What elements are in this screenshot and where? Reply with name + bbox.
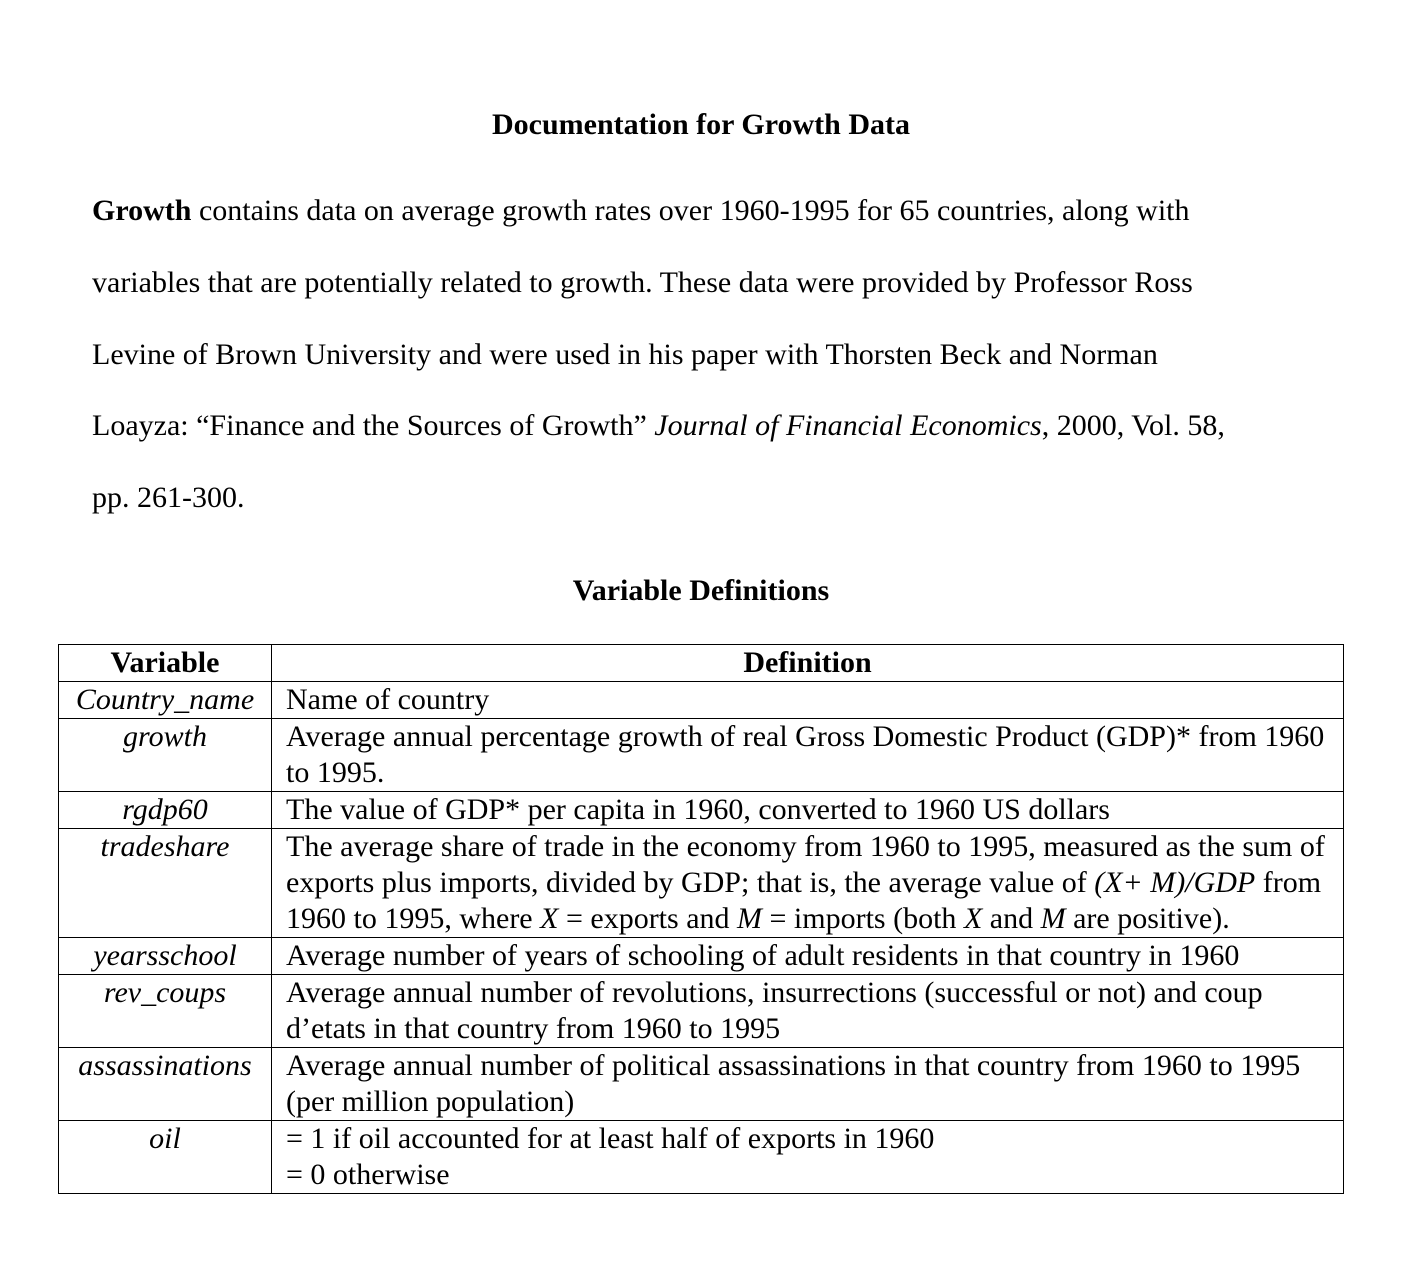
definition-cell [272, 829, 1344, 938]
variable-cell: growth [59, 719, 272, 792]
def-text: from 1960 to 1995, where [286, 866, 1322, 935]
intro-line-1 [92, 175, 1332, 247]
table-row [59, 938, 1344, 975]
definition-cell: Average number of years of schooling of adult residents in that country in 1960 [272, 938, 1344, 975]
def-text: The average share of trade in the economy from 1960 to 1995, measured as the sum of exports plus imports, divided by GDP; that is, the average value of [286, 830, 1325, 899]
section-title: Variable Definitions [572, 574, 830, 607]
intro-lead-word: Growth [92, 194, 192, 227]
definition-cell: Average annual percentage growth of real Gross Domestic Product (GDP)* from 1960 to 1995. [272, 719, 1344, 792]
page-title: Documentation for Growth Data [491, 108, 911, 141]
variable-cell: assassinations [59, 1048, 272, 1121]
def-math: (X+ M)/GDP [1094, 866, 1256, 899]
variable-cell: Country_name [59, 682, 272, 719]
variable-cell: rgdp60 [59, 792, 272, 829]
header-definition: Definition [272, 645, 1344, 682]
definition-line: = 1 if oil accounted for at least half of exports in 1960 [286, 1122, 935, 1155]
intro-line-4-pre: Loayza: “Finance and the Sources of Growth” [92, 409, 655, 443]
definition-cell [272, 1121, 1344, 1194]
intro-line-5: pp. 261-300. [92, 481, 245, 515]
definition-cell: Average annual number of revolutions, insurrections (successful or not) and coup d’etats in that country from 1960 to 1995 [272, 975, 1344, 1048]
def-text: = imports (both [762, 902, 964, 935]
intro-line-2: variables that are potentially related to growth. These data were provided by Professor Ross [92, 265, 1193, 299]
def-math: M [737, 902, 763, 935]
header-variable: Variable [59, 645, 272, 682]
intro-line-4 [92, 390, 1332, 462]
table-row [59, 1048, 1344, 1121]
intro-line-1-text: contains data on average growth rates over 1960-1995 for 65 countries, along with [191, 194, 1190, 227]
table-header-row [59, 645, 1344, 682]
intro-paragraph [92, 175, 1332, 534]
intro-line-4-post: , 2000, Vol. 58, [1041, 409, 1225, 443]
variable-cell: rev_coups [59, 975, 272, 1048]
def-math: X [963, 902, 983, 935]
def-text: = exports and [558, 902, 738, 935]
variable-cell: tradeshare [59, 829, 272, 938]
definition-cell: The value of GDP* per capita in 1960, converted to 1960 US dollars [272, 792, 1344, 829]
def-text: and [982, 902, 1041, 935]
variable-definitions-table [58, 644, 1344, 1194]
def-math: M [1040, 902, 1066, 935]
variable-cell: oil [59, 1121, 272, 1194]
table-row [59, 1121, 1344, 1194]
definition-cell: Average annual number of political assassinations in that country from 1960 to 1995 (per million population) [272, 1048, 1344, 1121]
table-row [59, 719, 1344, 792]
journal-name: Journal of Financial Economics [654, 409, 1042, 443]
def-text: are positive). [1065, 902, 1230, 935]
intro-line-3: Levine of Brown University and were used in his paper with Thorsten Beck and Norman [92, 337, 1158, 371]
table-row [59, 792, 1344, 829]
definition-cell: Name of country [272, 682, 1344, 719]
table-row [59, 682, 1344, 719]
def-math: X [540, 902, 559, 935]
definition-line: = 0 otherwise [286, 1158, 450, 1191]
table-row [59, 975, 1344, 1048]
variable-cell: yearsschool [59, 938, 272, 975]
table-row [59, 829, 1344, 938]
